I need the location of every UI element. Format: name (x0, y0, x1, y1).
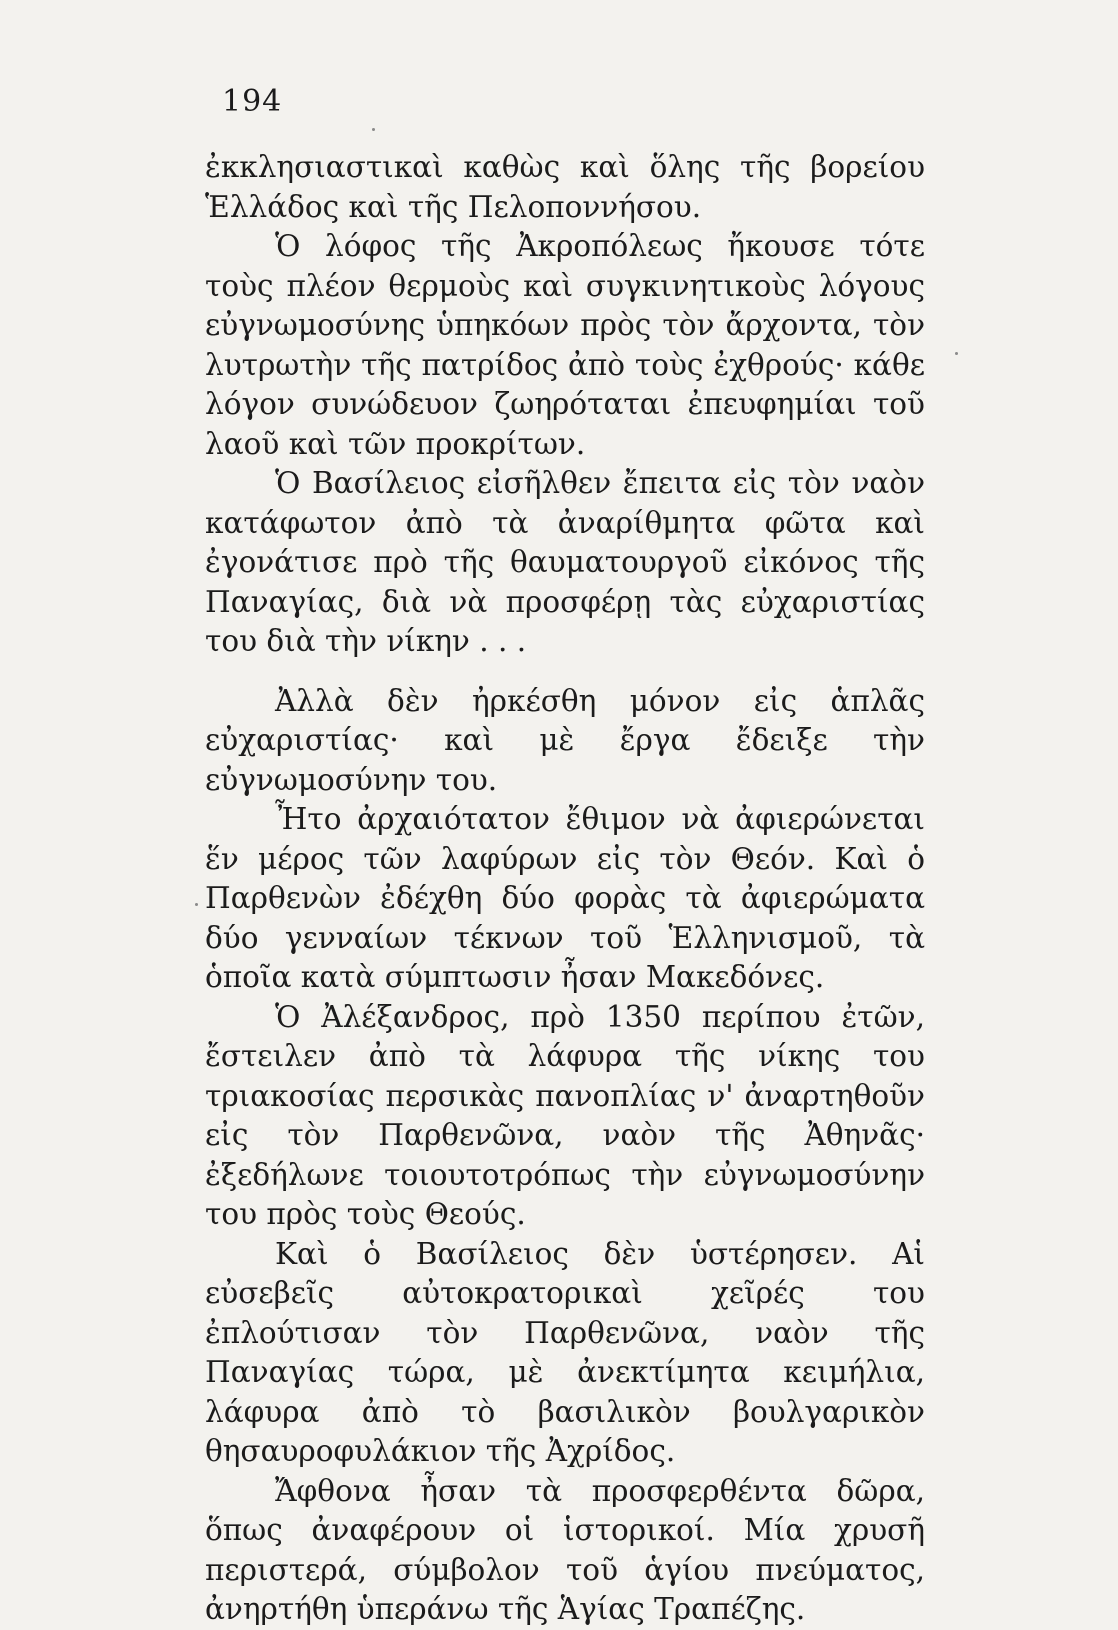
paragraph-5: Ἦτο ἀρχαιότατον ἔθιμον νὰ ἀφιερώνεται ἕν μέρος τῶν λαφύρων εἰς τὸν Θεόν. Καὶ ὁ Παρθενὼν ἐδέχθη δύο φορὰς τὰ ἀφιερώματα δύο γενναίων τέκνων τοῦ Ἑλληνισμοῦ, τὰ ὁποῖα κατὰ σύμπτωσιν ἦσαν Μακεδόνες. (205, 802, 925, 994)
paper-speck (372, 128, 375, 131)
paragraph-2: Ὁ λόφος τῆς Ἀκροπόλεως ἤκουσε τότε τοὺς πλέον θερμοὺς καὶ συγκινητικοὺς λόγους εὐγνωμοσύνης ὑπηκόων πρὸς τὸν ἄρχοντα, τὸν λυτρωτὴν τῆς πατρίδος ἀπὸ τοὺς ἐχθρούς· κάθε λόγον συνώδευον ζωηρόταται ἐπευφημίαι τοῦ λαοῦ καὶ τῶν προκρίτων. (205, 229, 925, 461)
paragraph-1: ἐκκλησιαστικαὶ καθὼς καὶ ὅλης τῆς βορείου Ἑλλάδος καὶ τῆς Πελοποννήσου. (205, 150, 925, 224)
paragraph-8: Ἄφθονα ἦσαν τὰ προσφερθέντα δῶρα, ὅπως ἀναφέρουν οἱ ἱστορικοί. Μία χρυσῆ περιστερά, σύμβολον τοῦ ἁγίου πνεύματος, ἀνηρτήθη ὑπεράνω τῆς Ἁγίας Τραπέζης. (205, 1473, 925, 1626)
body-text (205, 148, 925, 1630)
paragraph-spacer (205, 662, 925, 682)
paragraph-3: Ὁ Βασίλειος εἰσῆλθεν ἔπειτα εἰς τὸν ναὸν κατάφωτον ἀπὸ τὰ ἀναρίθμητα φῶτα καὶ ἐγονάτισε πρὸ τῆς θαυματουργοῦ εἰκόνος τῆς Παναγίας, διὰ νὰ προσφέρῃ τὰς εὐχαριστίας του διὰ τὴν νίκην . . . (205, 466, 925, 658)
paragraph-4: Ἀλλὰ δὲν ἠρκέσθη μόνον εἰς ἁπλᾶς εὐχαριστίας· καὶ μὲ ἔργα ἔδειξε τὴν εὐγνωμοσύνην του. (205, 683, 925, 797)
paragraph-7: Καὶ ὁ Βασίλειος δὲν ὑστέρησεν. Αἱ εὐσεβεῖς αὐτοκρατορικαὶ χεῖρές του ἐπλούτισαν τὸν Παρθενῶνα, ναὸν τῆς Παναγίας τώρα, μὲ ἀνεκτίμητα κειμήλια, λάφυρα ἀπὸ τὸ βασιλικὸν βουλγαρικὸν θησαυροφυλάκιον τῆς Ἀχρίδος. (205, 1236, 925, 1468)
page-number: 194 (222, 84, 283, 119)
paragraph-6: Ὁ Ἀλέξανδρος, πρὸ 1350 περίπου ἐτῶν, ἔστειλεν ἀπὸ τὰ λάφυρα τῆς νίκης του τριακοσίας περσικὰς πανοπλίας ν' ἀναρτηθοῦν εἰς τὸν Παρθενῶνα, ναὸν τῆς Ἀθηνᾶς· ἐξεδήλωνε τοιουτοτρόπως τὴν εὐγνωμοσύνην του πρὸς τοὺς Θεούς. (205, 999, 925, 1231)
paper-speck (195, 903, 198, 906)
paper-speck (955, 352, 958, 355)
